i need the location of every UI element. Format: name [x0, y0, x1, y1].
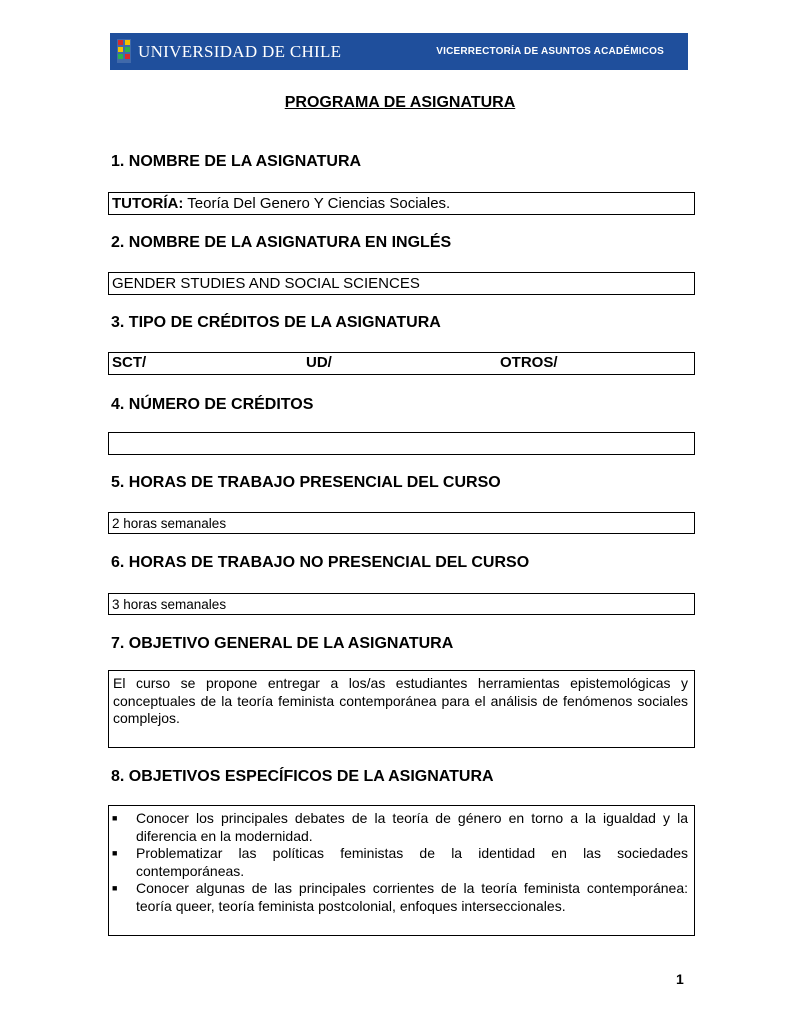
credit-number-box: [108, 432, 695, 455]
page-number: 1: [676, 971, 684, 987]
presential-hours-value: 2 horas semanales: [112, 516, 227, 531]
section-1-heading: 1. NOMBRE DE LA ASIGNATURA: [111, 153, 362, 170]
section-8-heading: 8. OBJETIVOS ESPECÍFICOS DE LA ASIGNATURA: [111, 768, 494, 785]
otros-label: OTROS/: [500, 354, 558, 371]
presential-hours-box: [108, 512, 695, 534]
general-objective-text: El curso se propone entregar a los/as estudiantes herramientas epistemológicas y conceptuales de la teoría feminista contemporánea para el análisis de fenómenos sociales complejos.: [113, 675, 688, 726]
university-crest-icon: [116, 37, 132, 65]
credit-number-value: [109, 433, 694, 435]
section-4-heading: 4. NÚMERO DE CRÉDITOS: [111, 396, 314, 413]
section-3-heading: 3. TIPO DE CRÉDITOS DE LA ASIGNATURA: [111, 314, 441, 331]
english-name-value: GENDER STUDIES AND SOCIAL SCIENCES: [112, 275, 420, 292]
bullet-icon: ■: [112, 883, 118, 893]
specific-objectives-box: [108, 805, 695, 936]
credit-type-box: [108, 352, 695, 375]
non-presential-hours-value: 3 horas semanales: [112, 597, 227, 612]
university-name: UNIVERSIDAD DE CHILE: [138, 42, 342, 61]
bullet-icon: ■: [112, 848, 118, 858]
english-name-box: [108, 272, 695, 295]
course-type-label: TUTORÍA:: [112, 195, 184, 212]
list-item: ■ Conocer algunas de las principales corrientes de la teoría feminista contemporánea: teoría queer, teoría feminista postcolonial, enfoques interseccionales.: [112, 880, 688, 914]
course-name-value: Teoría Del Genero Y Ciencias Sociales.: [183, 195, 451, 212]
section-7-heading: 7. OBJETIVO GENERAL DE LA ASIGNATURA: [111, 635, 454, 652]
office-name: VICERRECTORÍA DE ASUNTOS ACADÉMICOS: [436, 46, 664, 57]
bullet-icon: ■: [112, 813, 118, 823]
ud-label: UD/: [306, 354, 332, 371]
section-6-heading: 6. HORAS DE TRABAJO NO PRESENCIAL DEL CURSO: [111, 554, 530, 571]
course-name-box: [108, 192, 695, 215]
section-2-heading: 2. NOMBRE DE LA ASIGNATURA EN INGLÉS: [111, 234, 452, 251]
sct-label: SCT/: [112, 354, 147, 371]
section-5-heading: 5. HORAS DE TRABAJO PRESENCIAL DEL CURSO: [111, 474, 501, 491]
header-banner: [110, 33, 688, 70]
list-item: ■ Conocer los principales debates de la teoría de género en torno a la igualdad y la diferencia en la modernidad.: [112, 810, 688, 844]
non-presential-hours-box: [108, 593, 695, 615]
document-title: PROGRAMA DE ASIGNATURA: [284, 94, 516, 111]
general-objective-box: [108, 670, 695, 748]
list-item: ■ Problematizar las políticas feministas de la identidad en las sociedades contemporáneas.: [112, 845, 688, 879]
